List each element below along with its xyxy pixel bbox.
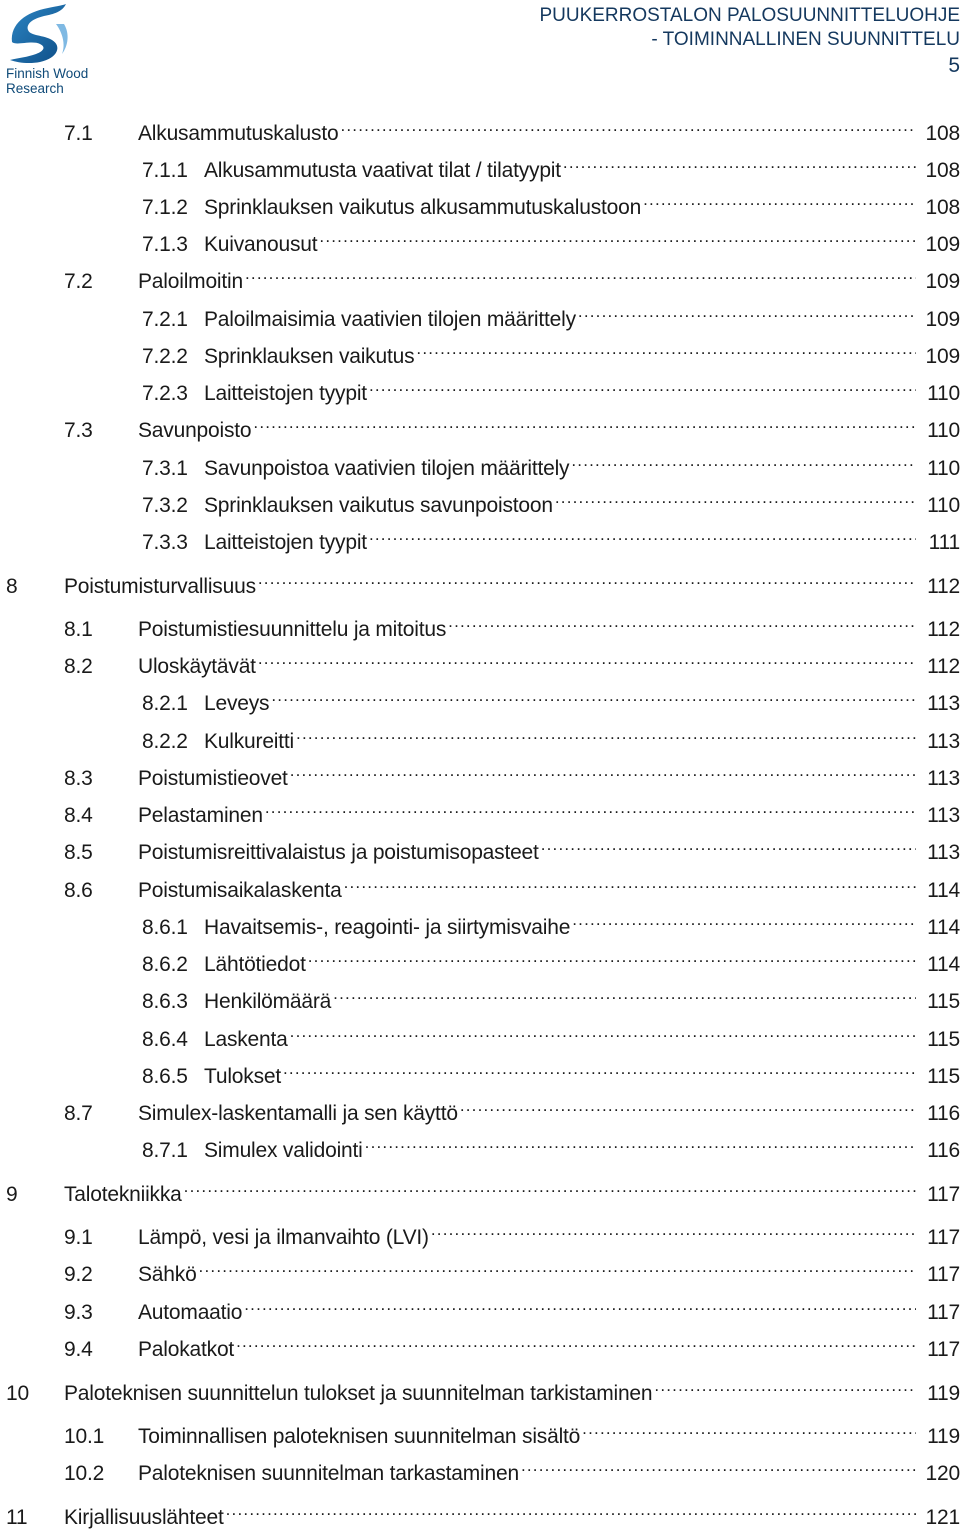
toc-dot-leader bbox=[572, 906, 916, 934]
toc-entry[interactable] bbox=[142, 447, 960, 480]
toc-entry-title: Kuivanousut bbox=[204, 233, 318, 256]
toc-entry[interactable] bbox=[64, 1291, 960, 1324]
toc-dot-leader bbox=[340, 112, 916, 140]
toc-dot-leader bbox=[369, 372, 916, 400]
document-subtitle: - TOIMINNALLINEN SUUNNITTELU bbox=[651, 29, 960, 50]
toc-dot-leader bbox=[643, 186, 916, 214]
toc-entry-title: Paloilmoitin bbox=[138, 270, 243, 293]
toc-entry-page: 109 bbox=[925, 233, 960, 256]
toc-entry[interactable] bbox=[142, 682, 960, 715]
toc-entry-title: Talotekniikka bbox=[64, 1183, 182, 1206]
toc-dot-leader bbox=[582, 1415, 916, 1443]
toc-entry[interactable] bbox=[142, 1055, 960, 1088]
toc-entry-page: 113 bbox=[927, 804, 960, 827]
toc-entry-page: 114 bbox=[927, 953, 960, 976]
document-title: PUUKERROSTALON PALOSUUNNITTELUOHJE bbox=[539, 5, 960, 26]
toc-entry-number: 10 bbox=[6, 1382, 29, 1405]
toc-entry-page: 112 bbox=[927, 575, 960, 598]
toc-entry-title: Havaitsemis-, reagointi- ja siirtymisvaihe bbox=[204, 916, 571, 939]
toc-dot-leader bbox=[333, 980, 916, 1008]
toc-dot-leader bbox=[460, 1092, 916, 1120]
toc-entry-number: 7.2.1 bbox=[142, 308, 188, 331]
toc-dot-leader bbox=[448, 608, 916, 636]
toc-entry-number: 7.2.2 bbox=[142, 345, 188, 368]
toc-entry-title: Poistumisturvallisuus bbox=[64, 575, 256, 598]
toc-entry-number: 7.3 bbox=[64, 419, 93, 442]
toc-dot-leader bbox=[244, 1291, 916, 1319]
toc-entry-title: Laitteistojen tyypit bbox=[204, 531, 367, 554]
toc-entry-page: 108 bbox=[925, 159, 960, 182]
toc-entry-title: Paloteknisen suunnittelun tulokset ja suunnitelman tarkistaminen bbox=[64, 1382, 653, 1405]
toc-dot-leader bbox=[571, 447, 916, 475]
toc-entry-number: 8.6 bbox=[64, 879, 93, 902]
toc-entry-page: 121 bbox=[925, 1506, 960, 1529]
toc-entry[interactable] bbox=[64, 1328, 960, 1361]
toc-entry[interactable] bbox=[142, 1018, 960, 1051]
toc-dot-leader bbox=[258, 645, 916, 673]
toc-dot-leader bbox=[365, 1129, 916, 1157]
toc-dot-leader bbox=[521, 1452, 916, 1480]
toc-entry-title: Leveys bbox=[204, 692, 270, 715]
toc-entry-page: 115 bbox=[927, 1065, 960, 1088]
toc-entry-number: 8.5 bbox=[64, 841, 93, 864]
toc-entry[interactable] bbox=[142, 906, 960, 939]
toc-dot-leader bbox=[431, 1216, 916, 1244]
toc-entry-page: 110 bbox=[927, 457, 960, 480]
toc-dot-leader bbox=[283, 1055, 916, 1083]
toc-entry[interactable] bbox=[64, 645, 960, 678]
toc-entry-title: Kulkureitti bbox=[204, 730, 295, 753]
toc-entry[interactable] bbox=[142, 521, 960, 554]
toc-entry-number: 8.6.1 bbox=[142, 916, 188, 939]
toc-dot-leader bbox=[265, 794, 916, 822]
toc-entry-page: 120 bbox=[925, 1462, 960, 1485]
toc-entry-page: 113 bbox=[927, 841, 960, 864]
toc-entry[interactable] bbox=[142, 484, 960, 517]
toc-dot-leader bbox=[563, 149, 916, 177]
page-number: 5 bbox=[948, 54, 960, 77]
toc-entry-page: 112 bbox=[927, 618, 960, 641]
toc-entry-page: 113 bbox=[927, 730, 960, 753]
toc-entry-number: 8.6.2 bbox=[142, 953, 188, 976]
toc-entry[interactable] bbox=[142, 335, 960, 368]
toc-entry-page: 109 bbox=[925, 270, 960, 293]
toc-entry-title: Laitteistojen tyypit bbox=[204, 382, 367, 405]
toc-entry[interactable] bbox=[142, 149, 960, 182]
toc-entry-number: 8.2.1 bbox=[142, 692, 188, 715]
toc-entry-page: 117 bbox=[927, 1226, 960, 1249]
toc-entry-title: Poistumisaikalaskenta bbox=[138, 879, 342, 902]
toc-entry-number: 7.3.1 bbox=[142, 457, 188, 480]
toc-entry[interactable] bbox=[6, 1372, 960, 1405]
toc-entry-title: Alkusammutuskalusto bbox=[138, 122, 339, 145]
toc-dot-leader bbox=[578, 298, 916, 326]
toc-entry[interactable] bbox=[6, 1496, 960, 1529]
toc-entry-page: 108 bbox=[925, 122, 960, 145]
toc-entry-number: 8.3 bbox=[64, 767, 93, 790]
toc-entry-number: 9.1 bbox=[64, 1226, 93, 1249]
toc-entry-title: Tulokset bbox=[204, 1065, 281, 1088]
toc-entry-page: 108 bbox=[925, 196, 960, 219]
toc-entry-number: 10.1 bbox=[64, 1425, 105, 1448]
toc-dot-leader bbox=[416, 335, 916, 363]
toc-entry-page: 113 bbox=[927, 767, 960, 790]
toc-entry-title: Lämpö, vesi ja ilmanvaihto (LVI) bbox=[138, 1226, 429, 1249]
toc-entry[interactable] bbox=[64, 869, 960, 902]
toc-entry-title: Palokatkot bbox=[138, 1338, 235, 1361]
toc-entry-title: Simulex-laskentamalli ja sen käyttö bbox=[138, 1102, 458, 1125]
toc-entry-number: 7.3.3 bbox=[142, 531, 188, 554]
toc-entry-title: Poistumistiesuunnittelu ja mitoitus bbox=[138, 618, 447, 641]
toc-dot-leader bbox=[226, 1496, 916, 1524]
logo-line-2: Research bbox=[6, 81, 64, 96]
toc-entry-number: 7.1.1 bbox=[142, 159, 188, 182]
toc-entry-number: 8.4 bbox=[64, 804, 93, 827]
toc-entry[interactable] bbox=[142, 720, 960, 753]
toc-entry[interactable] bbox=[142, 223, 960, 256]
toc-dot-leader bbox=[290, 1018, 916, 1046]
toc-entry-title: Alkusammutusta vaativat tilat / tilatyypit bbox=[204, 159, 561, 182]
toc-entry-page: 111 bbox=[928, 531, 960, 554]
toc-entry[interactable] bbox=[64, 1216, 960, 1249]
toc-entry-page: 112 bbox=[927, 655, 960, 678]
toc-entry-number: 11 bbox=[6, 1506, 28, 1529]
toc-entry[interactable] bbox=[64, 260, 960, 293]
toc-entry[interactable] bbox=[6, 565, 960, 598]
toc-dot-leader bbox=[369, 521, 916, 549]
toc-dot-leader bbox=[199, 1253, 916, 1281]
toc-entry-number: 7.1 bbox=[64, 122, 93, 145]
toc-dot-leader bbox=[555, 484, 916, 512]
toc-entry-page: 114 bbox=[927, 916, 960, 939]
toc-entry-page: 117 bbox=[927, 1301, 960, 1324]
toc-entry-title: Sprinklauksen vaikutus alkusammutuskalustoon bbox=[204, 196, 642, 219]
toc-entry-page: 110 bbox=[927, 419, 960, 442]
toc-entry-page: 116 bbox=[927, 1102, 960, 1125]
toc-entry-number: 8.1 bbox=[64, 618, 93, 641]
toc-entry-number: 9.2 bbox=[64, 1263, 93, 1286]
toc-entry-number: 8.7.1 bbox=[142, 1139, 188, 1162]
toc-entry-number: 8.6.3 bbox=[142, 990, 188, 1013]
toc-entry-number: 8.6.4 bbox=[142, 1028, 188, 1051]
toc-entry-page: 115 bbox=[927, 1028, 960, 1051]
toc-dot-leader bbox=[344, 869, 916, 897]
toc-entry-page: 110 bbox=[927, 382, 960, 405]
toc-entry[interactable] bbox=[142, 186, 960, 219]
toc-entry-number: 9.3 bbox=[64, 1301, 93, 1324]
toc-entry[interactable] bbox=[64, 1415, 960, 1448]
toc-entry-page: 117 bbox=[927, 1183, 960, 1206]
toc-entry-title: Poistumistieovet bbox=[138, 767, 288, 790]
toc-dot-leader bbox=[245, 260, 916, 288]
toc-entry-title: Henkilömäärä bbox=[204, 990, 332, 1013]
toc-entry-page: 115 bbox=[927, 990, 960, 1013]
toc-entry[interactable] bbox=[64, 794, 960, 827]
toc-entry[interactable] bbox=[64, 1253, 960, 1286]
toc-entry-title: Pelastaminen bbox=[138, 804, 263, 827]
toc-dot-leader bbox=[184, 1173, 916, 1201]
toc-entry-title: Simulex validointi bbox=[204, 1139, 363, 1162]
toc-entry[interactable] bbox=[64, 1452, 960, 1485]
toc-entry-number: 8 bbox=[6, 575, 18, 598]
toc-entry-number: 7.1.3 bbox=[142, 233, 188, 256]
toc-entry-title: Sprinklauksen vaikutus bbox=[204, 345, 415, 368]
toc-entry[interactable] bbox=[142, 298, 960, 331]
toc-entry-page: 109 bbox=[925, 345, 960, 368]
toc-dot-leader bbox=[296, 720, 916, 748]
toc-entry-title: Laskenta bbox=[204, 1028, 288, 1051]
toc-entry-title: Uloskäytävät bbox=[138, 655, 256, 678]
toc-entry-title: Toiminnallisen paloteknisen suunnitelman sisältö bbox=[138, 1425, 581, 1448]
toc-entry-number: 7.2 bbox=[64, 270, 93, 293]
toc-entry-page: 117 bbox=[927, 1263, 960, 1286]
toc-entry-title: Automaatio bbox=[138, 1301, 243, 1324]
logo-line-1: Finnish Wood bbox=[6, 66, 89, 81]
toc-dot-leader bbox=[654, 1372, 916, 1400]
toc-entry-number: 7.3.2 bbox=[142, 494, 188, 517]
toc-entry-page: 110 bbox=[927, 494, 960, 517]
toc-entry-title: Paloteknisen suunnitelman tarkastaminen bbox=[138, 1462, 519, 1485]
toc-dot-leader bbox=[236, 1328, 916, 1356]
toc-entry-page: 113 bbox=[927, 692, 960, 715]
toc-entry-page: 119 bbox=[927, 1382, 960, 1405]
toc-entry[interactable] bbox=[64, 608, 960, 641]
toc-entry[interactable] bbox=[142, 980, 960, 1013]
toc-entry-page: 116 bbox=[927, 1139, 960, 1162]
toc-entry-number: 8.2.2 bbox=[142, 730, 188, 753]
toc-entry-number: 8.7 bbox=[64, 1102, 93, 1125]
toc-entry[interactable] bbox=[142, 1129, 960, 1162]
toc-dot-leader bbox=[541, 831, 916, 859]
toc-entry-title: Sähkö bbox=[138, 1263, 197, 1286]
toc-entry-number: 7.1.2 bbox=[142, 196, 188, 219]
toc-entry-number: 9 bbox=[6, 1183, 18, 1206]
toc-entry-title: Lähtötiedot bbox=[204, 953, 306, 976]
toc-entry-number: 8.2 bbox=[64, 655, 93, 678]
toc-entry[interactable] bbox=[6, 1173, 960, 1206]
toc-entry[interactable] bbox=[64, 831, 960, 864]
toc-entry-title: Sprinklauksen vaikutus savunpoistoon bbox=[204, 494, 553, 517]
toc-entry-number: 7.2.3 bbox=[142, 382, 188, 405]
toc-entry-page: 114 bbox=[927, 879, 960, 902]
toc-dot-leader bbox=[308, 943, 916, 971]
toc-entry[interactable] bbox=[64, 409, 960, 442]
toc-dot-leader bbox=[271, 682, 916, 710]
toc-dot-leader bbox=[319, 223, 916, 251]
toc-entry-number: 8.6.5 bbox=[142, 1065, 188, 1088]
toc-entry[interactable] bbox=[64, 112, 960, 145]
toc-entry-page: 109 bbox=[925, 308, 960, 331]
toc-dot-leader bbox=[258, 565, 916, 593]
toc-entry-page: 117 bbox=[927, 1338, 960, 1361]
toc-entry-number: 10.2 bbox=[64, 1462, 105, 1485]
toc-entry[interactable] bbox=[142, 943, 960, 976]
toc-entry-title: Kirjallisuuslähteet bbox=[64, 1506, 224, 1529]
toc-entry[interactable] bbox=[142, 372, 960, 405]
toc-entry-title: Savunpoistoa vaativien tilojen määrittely bbox=[204, 457, 570, 480]
toc-entry-title: Paloilmaisimia vaativien tilojen määrittely bbox=[204, 308, 576, 331]
toc-entry[interactable] bbox=[64, 1092, 960, 1125]
toc-entry-number: 9.4 bbox=[64, 1338, 93, 1361]
toc-dot-leader bbox=[253, 409, 916, 437]
toc-dot-leader bbox=[290, 757, 916, 785]
toc-entry-page: 119 bbox=[927, 1425, 960, 1448]
toc-entry-title: Savunpoisto bbox=[138, 419, 252, 442]
toc-entry[interactable] bbox=[64, 757, 960, 790]
toc-entry-title: Poistumisreittivalaistus ja poistumisopasteet bbox=[138, 841, 539, 864]
